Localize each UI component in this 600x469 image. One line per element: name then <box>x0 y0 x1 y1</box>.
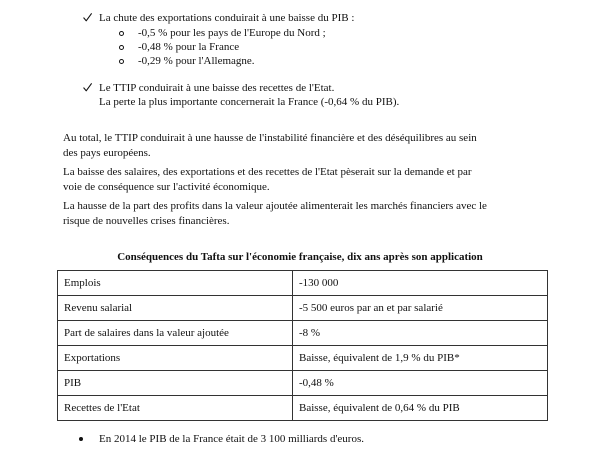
sub-list-item: -0,29 % pour l'Allemagne. <box>138 55 255 67</box>
paragraph <box>63 131 477 161</box>
table-cell-label: Exportations <box>58 346 293 371</box>
sub-list-item: -0,48 % pour la France <box>138 41 240 53</box>
list-item-text: La chute des exportations conduirait à une baisse du PIB : <box>99 12 355 24</box>
paragraph <box>63 199 487 229</box>
impact-table <box>57 270 548 421</box>
paragraph-line: des pays européens. <box>63 147 151 159</box>
list-item-text: Le TTIP conduirait à une baisse des recettes de l'Etat. <box>99 82 335 94</box>
table-row <box>58 346 548 371</box>
paragraph-line: La hausse de la part des profits dans la valeur ajoutée alimenterait les marchés financiers avec le <box>63 200 487 212</box>
sub-list-item: -0,5 % pour les pays de l'Europe du Nord ; <box>138 27 326 39</box>
table-cell-value: Baisse, équivalent de 0,64 % du PIB <box>293 396 548 421</box>
table-cell-value: -5 500 euros par an et par salarié <box>293 296 548 321</box>
table-row <box>58 271 548 296</box>
table-row <box>58 296 548 321</box>
table-cell-label: Revenu salarial <box>58 296 293 321</box>
paragraph-line: Au total, le TTIP conduirait à une hausse de l'instabilité financière et des déséquilibres au sein <box>63 132 477 144</box>
table-cell-label: Emplois <box>58 271 293 296</box>
circle-bullet-icon <box>119 31 124 36</box>
checkmark-icon <box>83 83 92 92</box>
table-cell-label: Recettes de l'Etat <box>58 396 293 421</box>
circle-bullet-icon <box>119 59 124 64</box>
paragraph-line: risque de nouvelles crises financières. <box>63 215 230 227</box>
table-cell-value: -130 000 <box>293 271 548 296</box>
paragraph-line: La baisse des salaires, des exportations et des recettes de l'Etat pèserait sur la demande et par <box>63 166 472 178</box>
bullet-icon <box>79 437 83 441</box>
checkmark-icon <box>83 13 92 22</box>
note-text: En 2014 le PIB de la France était de 3 100 milliards d'euros. <box>99 433 365 445</box>
table-title: Conséquences du Tafta sur l'économie française, dix ans après son application <box>117 251 483 263</box>
paragraph-line: voie de conséquence sur l'activité économique. <box>63 181 270 193</box>
list-item-text: La perte la plus importante concernerait la France (-0,64 % du PIB). <box>99 96 400 108</box>
table-cell-value: -0,48 % <box>293 371 548 396</box>
table-row <box>58 321 548 346</box>
table-cell-label: Part de salaires dans la valeur ajoutée <box>58 321 293 346</box>
table-row <box>58 396 548 421</box>
table-row <box>58 371 548 396</box>
table-cell-value: Baisse, équivalent de 1,9 % du PIB* <box>293 346 548 371</box>
circle-bullet-icon <box>119 45 124 50</box>
table-cell-value: -8 % <box>293 321 548 346</box>
paragraph <box>63 165 472 195</box>
table-cell-label: PIB <box>58 371 293 396</box>
